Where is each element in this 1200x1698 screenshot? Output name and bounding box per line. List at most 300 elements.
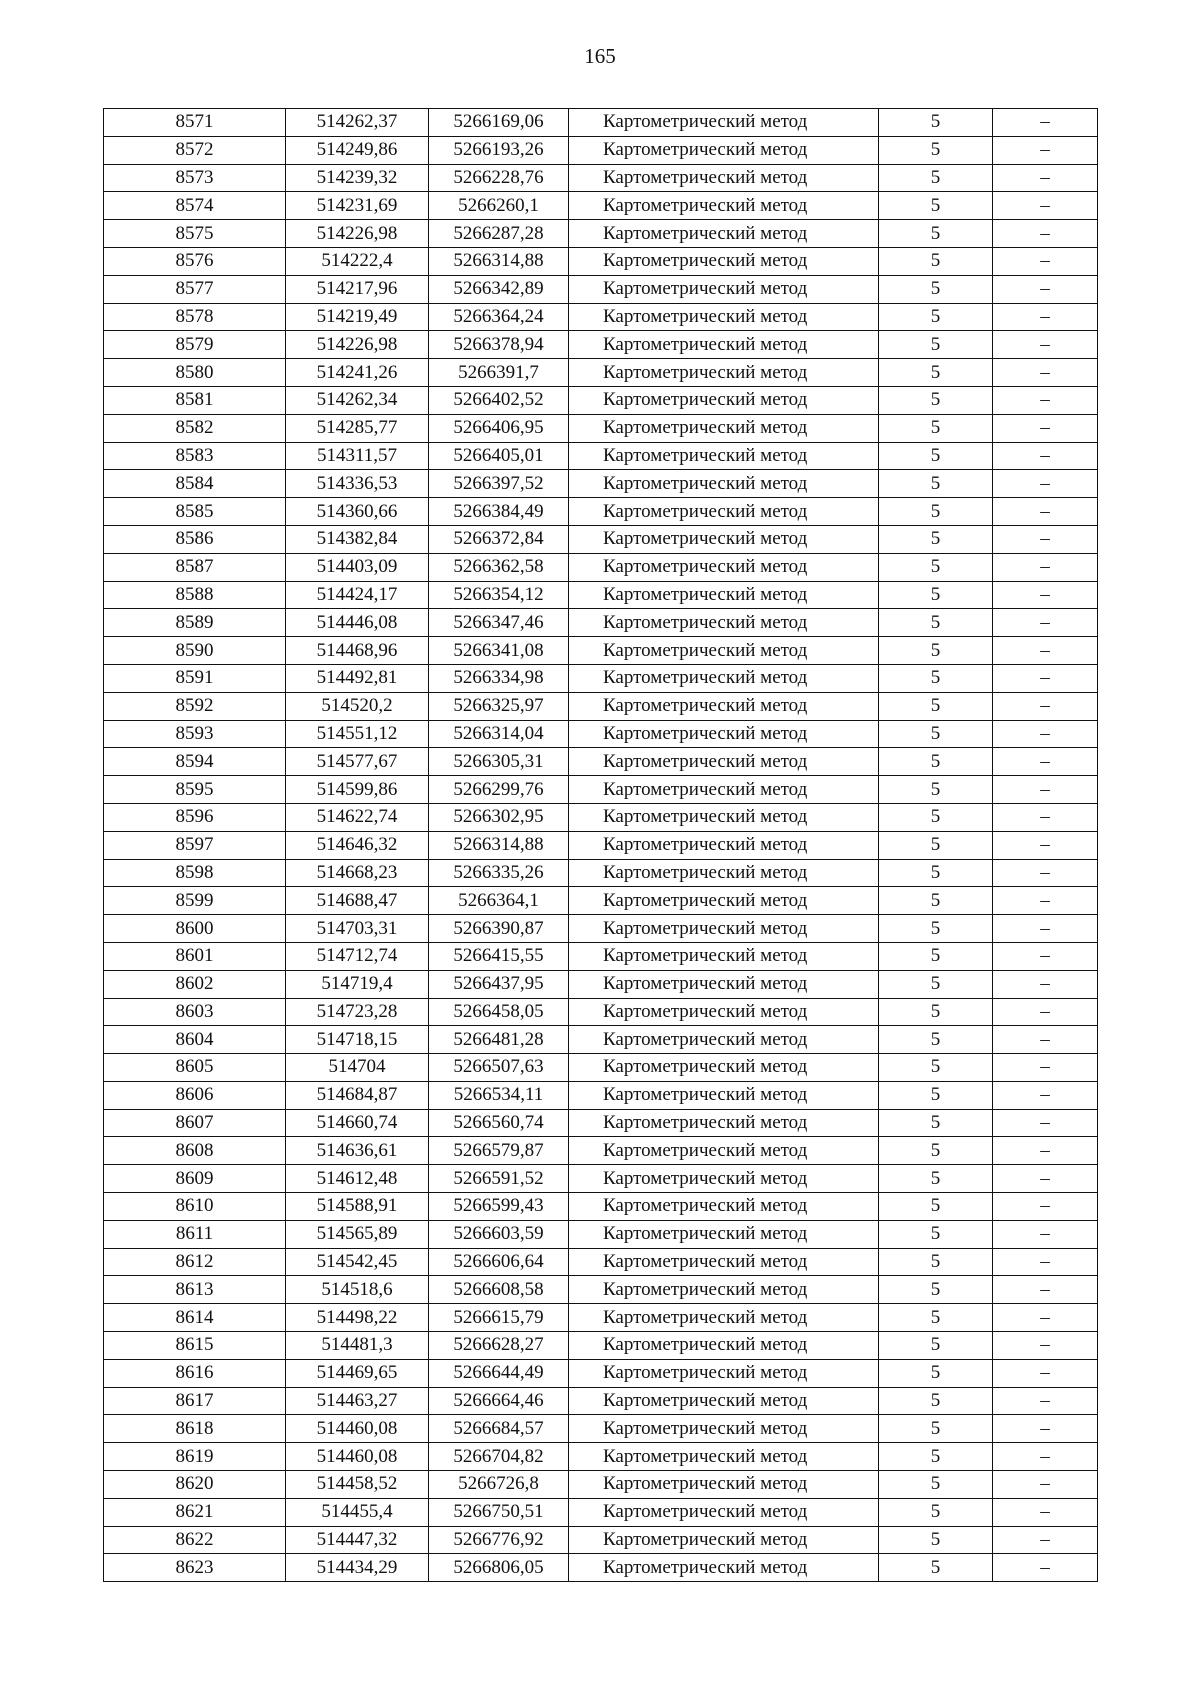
description-cell: – [993,553,1098,581]
description-cell: – [993,220,1098,248]
y-coordinate-cell: 5266534,11 [429,1081,569,1109]
table-row [104,887,1098,915]
y-coordinate-cell: 5266302,95 [429,803,569,831]
table-row [104,1554,1098,1582]
x-coordinate-cell: 514719,4 [286,970,429,998]
point-number-cell: 8596 [104,803,286,831]
table-row [104,303,1098,331]
x-coordinate-cell: 514460,08 [286,1415,429,1443]
table-row [104,664,1098,692]
table-row [104,220,1098,248]
method-cell: Картометрический метод [569,1276,879,1304]
table-row [104,1387,1098,1415]
description-cell: – [993,1471,1098,1499]
description-cell: – [993,1332,1098,1360]
accuracy-cell: 5 [879,1471,993,1499]
y-coordinate-cell: 5266335,26 [429,859,569,887]
point-number-cell: 8575 [104,220,286,248]
accuracy-cell: 5 [879,1387,993,1415]
accuracy-cell: 5 [879,1443,993,1471]
x-coordinate-cell: 514336,53 [286,470,429,498]
y-coordinate-cell: 5266314,88 [429,247,569,275]
method-cell: Картометрический метод [569,1471,879,1499]
description-cell: – [993,109,1098,137]
accuracy-cell: 5 [879,1304,993,1332]
point-number-cell: 8579 [104,331,286,359]
accuracy-cell: 5 [879,998,993,1026]
description-cell: – [993,1220,1098,1248]
x-coordinate-cell: 514622,74 [286,803,429,831]
method-cell: Картометрический метод [569,581,879,609]
accuracy-cell: 5 [879,331,993,359]
y-coordinate-cell: 5266606,64 [429,1248,569,1276]
method-cell: Картометрический метод [569,998,879,1026]
x-coordinate-cell: 514612,48 [286,1165,429,1193]
description-cell: – [993,887,1098,915]
description-cell: – [993,1526,1098,1554]
x-coordinate-cell: 514446,08 [286,609,429,637]
accuracy-cell: 5 [879,915,993,943]
method-cell: Картометрический метод [569,1081,879,1109]
table-row [104,942,1098,970]
y-coordinate-cell: 5266384,49 [429,498,569,526]
method-cell: Картометрический метод [569,498,879,526]
method-cell: Картометрический метод [569,247,879,275]
method-cell: Картометрический метод [569,1109,879,1137]
description-cell: – [993,831,1098,859]
x-coordinate-cell: 514455,4 [286,1498,429,1526]
point-number-cell: 8580 [104,359,286,387]
x-coordinate-cell: 514518,6 [286,1276,429,1304]
table-row [104,1526,1098,1554]
y-coordinate-cell: 5266806,05 [429,1554,569,1582]
point-number-cell: 8611 [104,1220,286,1248]
method-cell: Картометрический метод [569,831,879,859]
table-row [104,414,1098,442]
method-cell: Картометрический метод [569,803,879,831]
table-row [104,1026,1098,1054]
page-number: 165 [584,44,616,68]
method-cell: Картометрический метод [569,1387,879,1415]
y-coordinate-cell: 5266354,12 [429,581,569,609]
table-row [104,1359,1098,1387]
table-row [104,1276,1098,1304]
table-row [104,1498,1098,1526]
table-row [104,803,1098,831]
x-coordinate-cell: 514360,66 [286,498,429,526]
x-coordinate-cell: 514403,09 [286,553,429,581]
method-cell: Картометрический метод [569,1248,879,1276]
table-row [104,859,1098,887]
table-row [104,692,1098,720]
y-coordinate-cell: 5266437,95 [429,970,569,998]
description-cell: – [993,192,1098,220]
point-number-cell: 8602 [104,970,286,998]
y-coordinate-cell: 5266402,52 [429,386,569,414]
point-number-cell: 8597 [104,831,286,859]
x-coordinate-cell: 514599,86 [286,776,429,804]
y-coordinate-cell: 5266325,97 [429,692,569,720]
y-coordinate-cell: 5266726,8 [429,1471,569,1499]
description-cell: – [993,136,1098,164]
accuracy-cell: 5 [879,303,993,331]
x-coordinate-cell: 514468,96 [286,637,429,665]
x-coordinate-cell: 514684,87 [286,1081,429,1109]
y-coordinate-cell: 5266362,58 [429,553,569,581]
y-coordinate-cell: 5266378,94 [429,331,569,359]
method-cell: Картометрический метод [569,303,879,331]
x-coordinate-cell: 514646,32 [286,831,429,859]
point-number-cell: 8599 [104,887,286,915]
description-cell: – [993,1387,1098,1415]
accuracy-cell: 5 [879,720,993,748]
accuracy-cell: 5 [879,942,993,970]
point-number-cell: 8607 [104,1109,286,1137]
point-number-cell: 8605 [104,1054,286,1082]
x-coordinate-cell: 514241,26 [286,359,429,387]
y-coordinate-cell: 5266628,27 [429,1332,569,1360]
accuracy-cell: 5 [879,664,993,692]
method-cell: Картометрический метод [569,109,879,137]
method-cell: Картометрический метод [569,637,879,665]
description-cell: – [993,720,1098,748]
y-coordinate-cell: 5266364,24 [429,303,569,331]
accuracy-cell: 5 [879,525,993,553]
table-row [104,553,1098,581]
y-coordinate-cell: 5266391,7 [429,359,569,387]
description-cell: – [993,915,1098,943]
point-number-cell: 8592 [104,692,286,720]
description-cell: – [993,1193,1098,1221]
description-cell: – [993,386,1098,414]
y-coordinate-cell: 5266599,43 [429,1193,569,1221]
accuracy-cell: 5 [879,1081,993,1109]
description-cell: – [993,581,1098,609]
method-cell: Картометрический метод [569,915,879,943]
table-row [104,359,1098,387]
point-number-cell: 8620 [104,1471,286,1499]
method-cell: Картометрический метод [569,164,879,192]
method-cell: Картометрический метод [569,1526,879,1554]
point-number-cell: 8598 [104,859,286,887]
point-number-cell: 8595 [104,776,286,804]
description-cell: – [993,1415,1098,1443]
table-row [104,1109,1098,1137]
description-cell: – [993,970,1098,998]
y-coordinate-cell: 5266364,1 [429,887,569,915]
y-coordinate-cell: 5266193,26 [429,136,569,164]
accuracy-cell: 5 [879,1526,993,1554]
x-coordinate-cell: 514219,49 [286,303,429,331]
point-number-cell: 8578 [104,303,286,331]
point-number-cell: 8572 [104,136,286,164]
table-row [104,1220,1098,1248]
method-cell: Картометрический метод [569,664,879,692]
accuracy-cell: 5 [879,386,993,414]
table-row [104,1193,1098,1221]
point-number-cell: 8619 [104,1443,286,1471]
y-coordinate-cell: 5266560,74 [429,1109,569,1137]
x-coordinate-cell: 514434,29 [286,1554,429,1582]
table-row [104,720,1098,748]
description-cell: – [993,1026,1098,1054]
y-coordinate-cell: 5266260,1 [429,192,569,220]
accuracy-cell: 5 [879,1026,993,1054]
point-number-cell: 8613 [104,1276,286,1304]
accuracy-cell: 5 [879,553,993,581]
x-coordinate-cell: 514718,15 [286,1026,429,1054]
table-row [104,109,1098,137]
method-cell: Картометрический метод [569,275,879,303]
table-row [104,1137,1098,1165]
y-coordinate-cell: 5266603,59 [429,1220,569,1248]
point-number-cell: 8576 [104,247,286,275]
table-row [104,831,1098,859]
method-cell: Картометрический метод [569,470,879,498]
accuracy-cell: 5 [879,1498,993,1526]
method-cell: Картометрический метод [569,1415,879,1443]
accuracy-cell: 5 [879,748,993,776]
method-cell: Картометрический метод [569,1220,879,1248]
method-cell: Картометрический метод [569,942,879,970]
description-cell: – [993,1165,1098,1193]
coordinates-table [103,108,1098,1582]
description-cell: – [993,1276,1098,1304]
accuracy-cell: 5 [879,970,993,998]
table-row [104,915,1098,943]
description-cell: – [993,525,1098,553]
accuracy-cell: 5 [879,1193,993,1221]
description-cell: – [993,442,1098,470]
x-coordinate-cell: 514688,47 [286,887,429,915]
description-cell: – [993,470,1098,498]
table-row [104,386,1098,414]
x-coordinate-cell: 514285,77 [286,414,429,442]
y-coordinate-cell: 5266372,84 [429,525,569,553]
y-coordinate-cell: 5266334,98 [429,664,569,692]
point-number-cell: 8618 [104,1415,286,1443]
table-row [104,970,1098,998]
x-coordinate-cell: 514498,22 [286,1304,429,1332]
method-cell: Картометрический метод [569,136,879,164]
point-number-cell: 8587 [104,553,286,581]
table-row [104,164,1098,192]
y-coordinate-cell: 5266750,51 [429,1498,569,1526]
point-number-cell: 8600 [104,915,286,943]
method-cell: Картометрический метод [569,359,879,387]
point-number-cell: 8606 [104,1081,286,1109]
y-coordinate-cell: 5266228,76 [429,164,569,192]
accuracy-cell: 5 [879,359,993,387]
y-coordinate-cell: 5266644,49 [429,1359,569,1387]
accuracy-cell: 5 [879,887,993,915]
point-number-cell: 8616 [104,1359,286,1387]
description-cell: – [993,164,1098,192]
y-coordinate-cell: 5266507,63 [429,1054,569,1082]
x-coordinate-cell: 514249,86 [286,136,429,164]
y-coordinate-cell: 5266579,87 [429,1137,569,1165]
y-coordinate-cell: 5266169,06 [429,109,569,137]
method-cell: Картометрический метод [569,748,879,776]
description-cell: – [993,1248,1098,1276]
point-number-cell: 8571 [104,109,286,137]
point-number-cell: 8623 [104,1554,286,1582]
x-coordinate-cell: 514481,3 [286,1332,429,1360]
y-coordinate-cell: 5266684,57 [429,1415,569,1443]
table-row [104,470,1098,498]
accuracy-cell: 5 [879,1054,993,1082]
x-coordinate-cell: 514311,57 [286,442,429,470]
table-row [104,136,1098,164]
method-cell: Картометрический метод [569,859,879,887]
y-coordinate-cell: 5266347,46 [429,609,569,637]
description-cell: – [993,664,1098,692]
y-coordinate-cell: 5266305,31 [429,748,569,776]
y-coordinate-cell: 5266397,52 [429,470,569,498]
method-cell: Картометрический метод [569,970,879,998]
accuracy-cell: 5 [879,1415,993,1443]
table-row [104,498,1098,526]
point-number-cell: 8583 [104,442,286,470]
x-coordinate-cell: 514463,27 [286,1387,429,1415]
point-number-cell: 8603 [104,998,286,1026]
accuracy-cell: 5 [879,1248,993,1276]
description-cell: – [993,1443,1098,1471]
x-coordinate-cell: 514712,74 [286,942,429,970]
description-cell: – [993,998,1098,1026]
x-coordinate-cell: 514262,34 [286,386,429,414]
point-number-cell: 8610 [104,1193,286,1221]
accuracy-cell: 5 [879,803,993,831]
accuracy-cell: 5 [879,136,993,164]
x-coordinate-cell: 514231,69 [286,192,429,220]
method-cell: Картометрический метод [569,1054,879,1082]
table-row [104,776,1098,804]
method-cell: Картометрический метод [569,720,879,748]
table-row [104,442,1098,470]
method-cell: Картометрический метод [569,1554,879,1582]
description-cell: – [993,1109,1098,1137]
accuracy-cell: 5 [879,831,993,859]
description-cell: – [993,303,1098,331]
y-coordinate-cell: 5266458,05 [429,998,569,1026]
y-coordinate-cell: 5266615,79 [429,1304,569,1332]
x-coordinate-cell: 514565,89 [286,1220,429,1248]
table-row [104,1471,1098,1499]
description-cell: – [993,942,1098,970]
y-coordinate-cell: 5266608,58 [429,1276,569,1304]
x-coordinate-cell: 514262,37 [286,109,429,137]
point-number-cell: 8594 [104,748,286,776]
y-coordinate-cell: 5266341,08 [429,637,569,665]
table-row [104,247,1098,275]
accuracy-cell: 5 [879,109,993,137]
method-cell: Картометрический метод [569,776,879,804]
method-cell: Картометрический метод [569,887,879,915]
description-cell: – [993,275,1098,303]
description-cell: – [993,1137,1098,1165]
table-row [104,331,1098,359]
y-coordinate-cell: 5266415,55 [429,942,569,970]
table-row [104,275,1098,303]
description-cell: – [993,1304,1098,1332]
point-number-cell: 8601 [104,942,286,970]
point-number-cell: 8590 [104,637,286,665]
x-coordinate-cell: 514577,67 [286,748,429,776]
table-row [104,525,1098,553]
description-cell: – [993,637,1098,665]
table-row [104,192,1098,220]
accuracy-cell: 5 [879,609,993,637]
point-number-cell: 8604 [104,1026,286,1054]
description-cell: – [993,1359,1098,1387]
accuracy-cell: 5 [879,470,993,498]
point-number-cell: 8593 [104,720,286,748]
description-cell: – [993,331,1098,359]
method-cell: Картометрический метод [569,1137,879,1165]
method-cell: Картометрический метод [569,1332,879,1360]
description-cell: – [993,247,1098,275]
point-number-cell: 8621 [104,1498,286,1526]
accuracy-cell: 5 [879,192,993,220]
x-coordinate-cell: 514226,98 [286,220,429,248]
x-coordinate-cell: 514588,91 [286,1193,429,1221]
x-coordinate-cell: 514551,12 [286,720,429,748]
y-coordinate-cell: 5266299,76 [429,776,569,804]
x-coordinate-cell: 514636,61 [286,1137,429,1165]
y-coordinate-cell: 5266390,87 [429,915,569,943]
accuracy-cell: 5 [879,275,993,303]
table-row [104,1054,1098,1082]
accuracy-cell: 5 [879,164,993,192]
table-row [104,1304,1098,1332]
point-number-cell: 8581 [104,386,286,414]
accuracy-cell: 5 [879,498,993,526]
description-cell: – [993,859,1098,887]
x-coordinate-cell: 514520,2 [286,692,429,720]
table-row [104,1248,1098,1276]
method-cell: Картометрический метод [569,192,879,220]
y-coordinate-cell: 5266776,92 [429,1526,569,1554]
point-number-cell: 8591 [104,664,286,692]
table-row [104,609,1098,637]
accuracy-cell: 5 [879,247,993,275]
description-cell: – [993,748,1098,776]
coordinates-table-body [104,109,1098,1582]
point-number-cell: 8584 [104,470,286,498]
y-coordinate-cell: 5266405,01 [429,442,569,470]
method-cell: Картометрический метод [569,1359,879,1387]
description-cell: – [993,1054,1098,1082]
point-number-cell: 8586 [104,525,286,553]
description-cell: – [993,414,1098,442]
x-coordinate-cell: 514226,98 [286,331,429,359]
point-number-cell: 8582 [104,414,286,442]
table-row [104,1165,1098,1193]
x-coordinate-cell: 514239,32 [286,164,429,192]
accuracy-cell: 5 [879,1109,993,1137]
method-cell: Картометрический метод [569,331,879,359]
point-number-cell: 8585 [104,498,286,526]
accuracy-cell: 5 [879,442,993,470]
x-coordinate-cell: 514424,17 [286,581,429,609]
table-row [104,1332,1098,1360]
description-cell: – [993,1498,1098,1526]
accuracy-cell: 5 [879,1165,993,1193]
method-cell: Картометрический метод [569,692,879,720]
accuracy-cell: 5 [879,1554,993,1582]
description-cell: – [993,776,1098,804]
